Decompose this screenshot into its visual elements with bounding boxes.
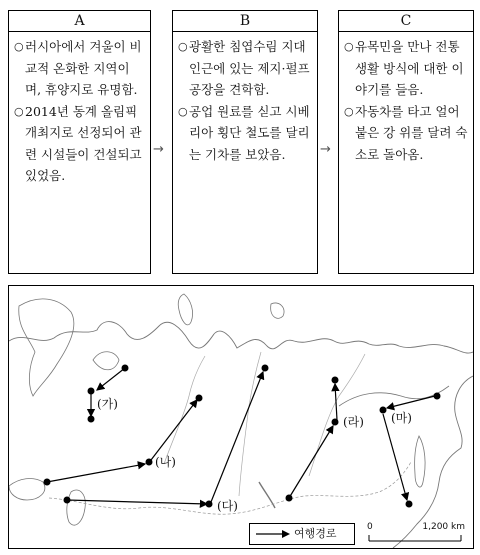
bullet-circle-icon: ○ (344, 40, 354, 53)
bullet-circle-icon: ○ (178, 40, 188, 53)
box-c-item-2 (344, 101, 468, 166)
route-ra-point (286, 495, 293, 502)
arctic-coastline (9, 322, 473, 354)
black-sea (9, 479, 45, 500)
bullet-circle-icon: ○ (344, 104, 354, 118)
map-legend (249, 523, 355, 545)
route-na-point (196, 395, 203, 402)
box-a-item-1-text: 러시아에서 겨울이 비교적 온화한 지역이며, 휴양지로 유명함. (25, 39, 142, 97)
route-ga-point (122, 365, 129, 372)
novaya-zemlya (178, 294, 192, 325)
route-na-point (44, 479, 51, 486)
severnaya-zemlya (271, 303, 284, 318)
box-c-label: C (339, 11, 473, 32)
route-ga-point (88, 416, 95, 423)
river-ob (164, 356, 205, 464)
caspian-sea (67, 490, 85, 525)
route-ma-segment-1 (387, 396, 435, 408)
box-b-label: B (173, 11, 317, 32)
box-c-item-1 (344, 36, 468, 101)
route-label-ma: (마) (391, 411, 412, 425)
flow-arrow-icon: → (153, 142, 164, 157)
box-b-item-2-text: 공업 원료를 싣고 시베리아 횡단 철도를 달리는 기차를 보았음. (189, 103, 310, 162)
box-b-item-1 (178, 36, 312, 101)
route-da-segment-2 (211, 372, 263, 502)
russia-route-map (8, 285, 474, 549)
box-a (8, 10, 151, 274)
scandinavia (19, 299, 74, 396)
route-ra-point (332, 377, 339, 384)
route-da-point (206, 501, 213, 508)
scale-max-label: 1,200 km (422, 522, 465, 532)
legend-arrow-icon (252, 524, 292, 544)
box-c-item-2-text: 자동차를 타고 얼어붙은 강 위를 달려 숙소로 돌아옴. (355, 103, 468, 162)
box-a-body (9, 32, 150, 187)
box-a-item-2 (14, 101, 145, 187)
map-svg (9, 286, 473, 548)
legend-label: 여행경로 (294, 527, 337, 540)
route-ra-segment-1 (289, 426, 333, 498)
box-c-body (339, 32, 473, 165)
route-ma-point (434, 393, 441, 400)
scale-bar (365, 524, 465, 544)
scale-bar-line (365, 533, 465, 545)
box-a-label: A (9, 11, 150, 32)
route-ga-segment-1 (97, 368, 125, 390)
white-sea (93, 352, 119, 370)
route-ma-point (406, 501, 413, 508)
box-b-body (173, 32, 317, 165)
route-da-point (64, 497, 71, 504)
route-ra-point (332, 419, 339, 426)
sakhalin (415, 436, 425, 487)
route-label-na: (나) (155, 455, 176, 469)
route-na-segment-2 (151, 400, 197, 460)
box-b-item-2 (178, 101, 312, 166)
route-ma-segment-2 (383, 414, 407, 500)
bullet-circle-icon: ○ (14, 104, 24, 118)
bullet-circle-icon: ○ (178, 104, 188, 118)
route-da-segment-1 (67, 500, 207, 504)
route-ma-point (380, 407, 387, 414)
box-b (172, 10, 318, 274)
route-label-ga: (가) (97, 397, 118, 411)
route-label-da: (다) (217, 499, 238, 513)
okhotsk-coast (339, 386, 449, 406)
box-b-item-1-text: 광활한 침엽수림 지대 인근에 있는 제지·펄프 공장을 견학함. (189, 39, 310, 97)
route-na-segment-1 (47, 464, 145, 482)
box-a-item-1 (14, 36, 145, 101)
box-c (338, 10, 474, 274)
route-da-point (262, 365, 269, 372)
bullet-circle-icon: ○ (14, 40, 24, 53)
route-label-ra: (라) (343, 415, 364, 429)
box-a-item-2-text: 2014년 동계 올림픽 개최지로 선정되어 관련 시설들이 건설되고 있었음. (25, 103, 142, 183)
box-c-item-1-text: 유목민을 만나 전통 생활 방식에 대한 이야기를 들음. (355, 39, 464, 97)
route-ga-point (88, 388, 95, 395)
flow-arrow-icon: → (320, 142, 331, 157)
route-na-point (146, 459, 153, 466)
scale-zero-label: 0 (367, 522, 373, 532)
